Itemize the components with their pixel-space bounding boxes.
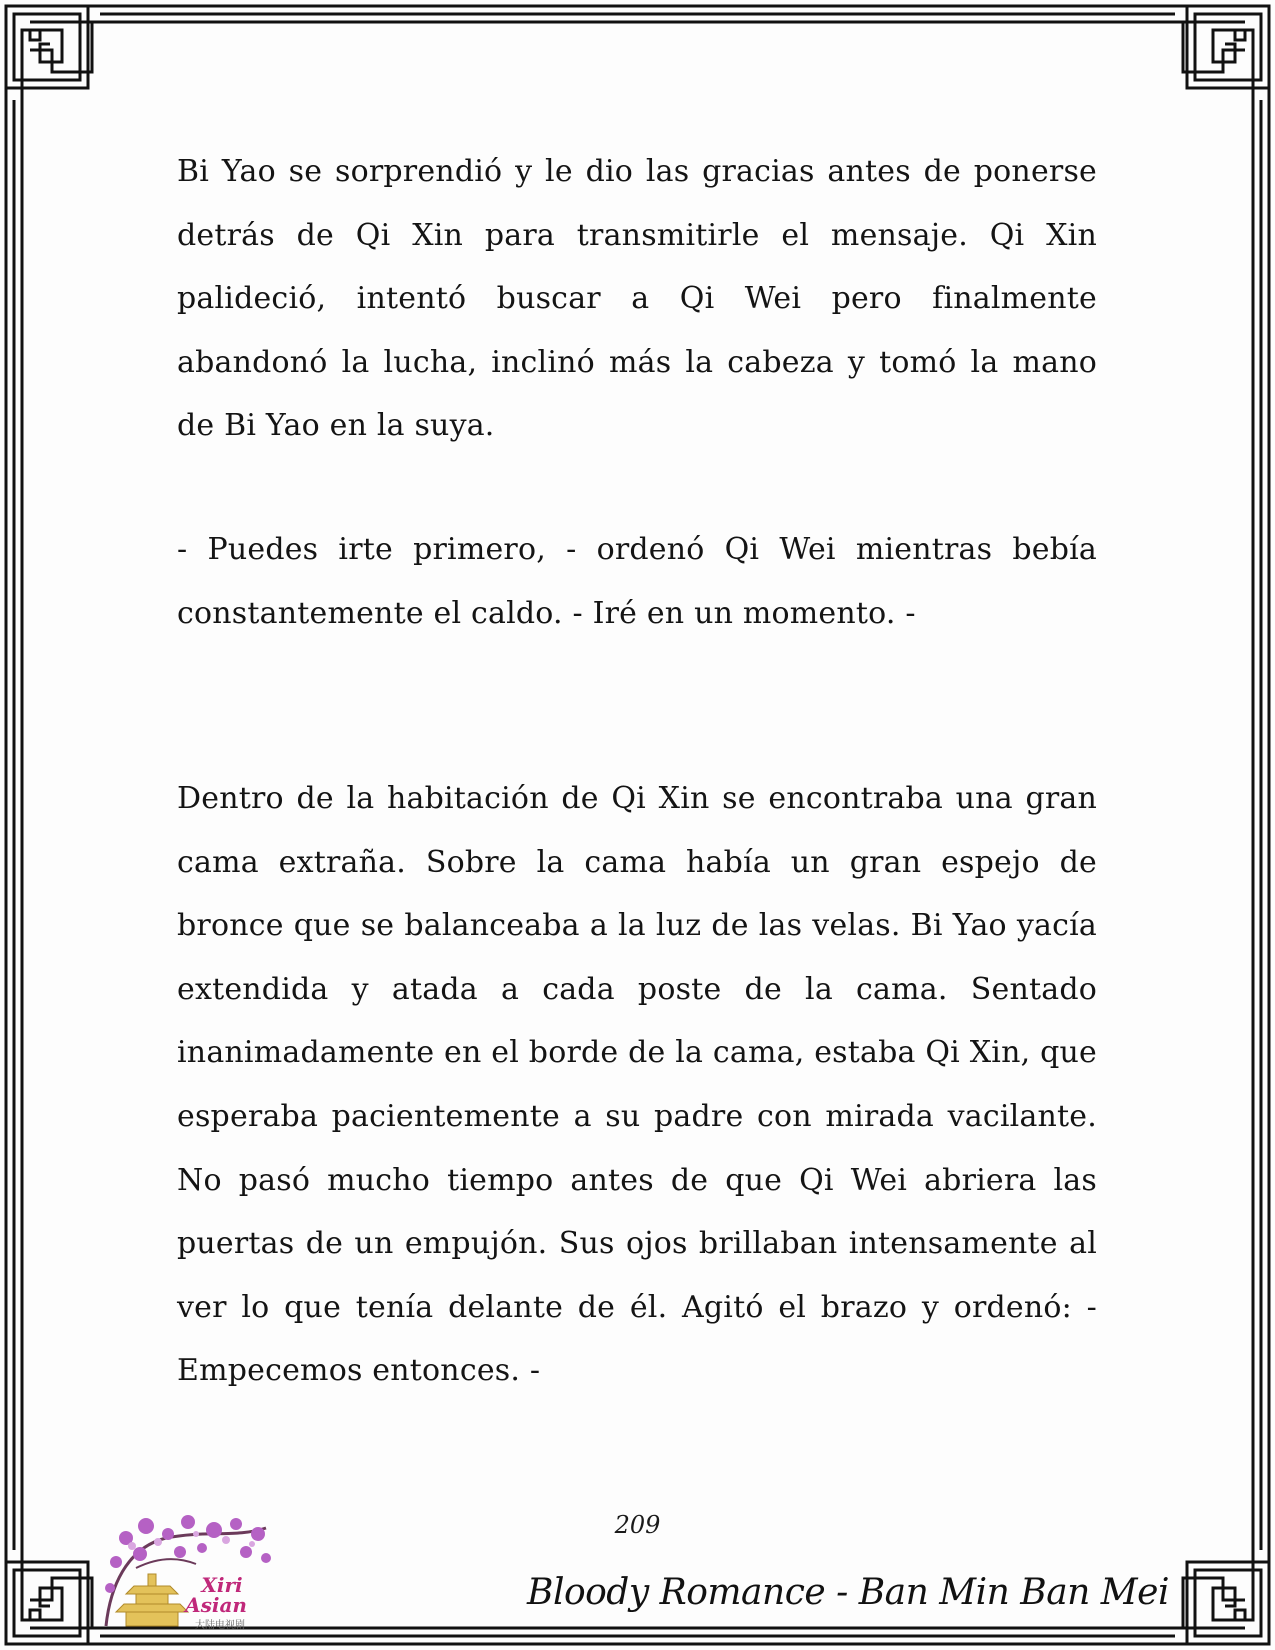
xiri-asian-logo-icon — [96, 1508, 276, 1632]
body-paragraph-3: Dentro de la habitación de Qi Xin se encontraba una gran cama extraña. Sobre la cama había un gran espejo de bronce que se balanceaba a la luz de las velas. Bi Yao yacía extendida y atada a cada poste de la cama. Sentado inanimadamente en el borde de la cama, estaba Qi Xin, que esperaba pacientemente a su padre con mirada vacilante. No pasó mucho tiempo antes de que Qi Wei abriera las puertas de un empujón. Sus ojos brillaban intensamente al ver lo que tenía delante de él. Agitó el brazo y ordenó: - Empecemos entonces. - — [177, 781, 1097, 1389]
body-paragraph-2: - Puedes irte primero, - ordenó Qi Wei mientras bebía constantemente el caldo. - Iré en un momento. - — [177, 532, 1097, 631]
logo-brand-line2: Asian — [185, 1593, 247, 1617]
body-paragraph-1: Bi Yao se sorprendió y le dio las gracias antes de ponerse detrás de Qi Xin para transmitirle el mensaje. Qi Xin palideció, intentó buscar a Qi Wei pero finalmente abandonó la lucha, inclinó más la cabeza y tomó la mano de Bi Yao en la suya. — [177, 154, 1097, 444]
logo-tagline: 大陆电视剧 — [195, 1620, 245, 1631]
page-number: 209 — [614, 1511, 661, 1539]
logo-brand-line1: Xiri — [201, 1573, 243, 1597]
running-title: Bloody Romance - Ban Min Ban Mei — [526, 1572, 1169, 1613]
